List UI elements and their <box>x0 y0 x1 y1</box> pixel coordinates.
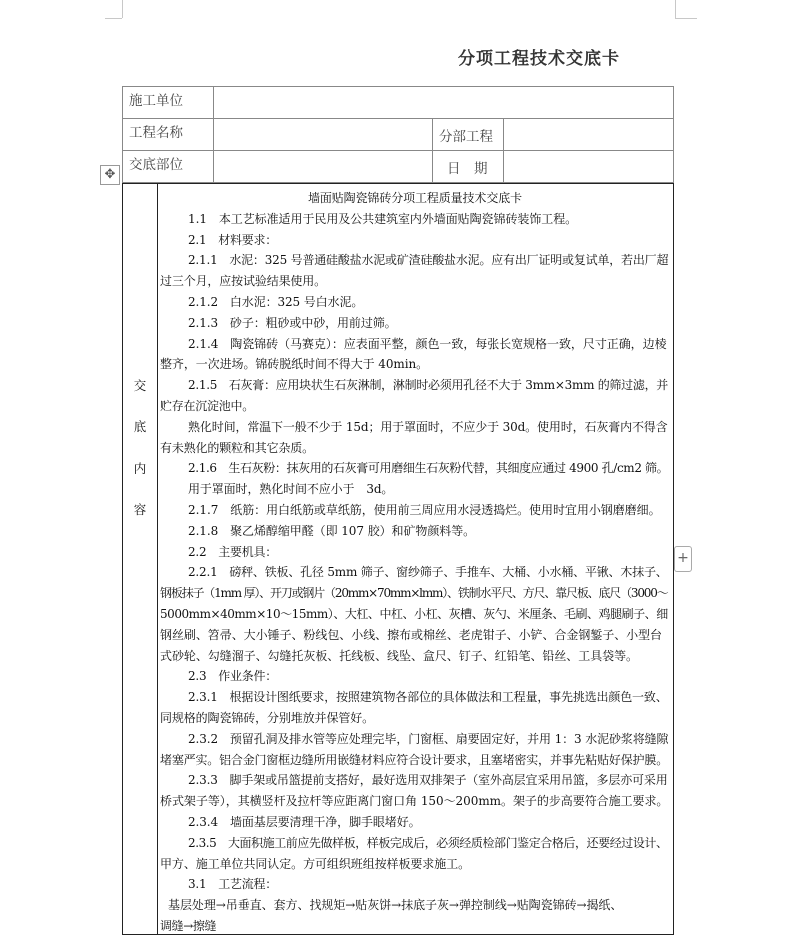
side-label-char: 交 <box>133 378 147 393</box>
content-line: 基层处理→吊垂直、套方、找规矩→贴灰饼→抹底子灰→弹控制线→贴陶瓷锦砖→揭纸、 <box>168 898 623 913</box>
table-move-handle-icon[interactable]: ✥ <box>100 165 120 185</box>
project-value-cell[interactable] <box>214 119 433 151</box>
subproject-value-cell[interactable] <box>504 119 674 151</box>
content-line: 2.1.7 纸筋：用白纸筋或草纸筋，使用前三周应用水浸透捣烂。使用时宜用小钢磨磨细。 <box>188 502 661 517</box>
crop-mark-top-left-h <box>105 18 122 19</box>
content-body[interactable] <box>160 188 670 937</box>
content-line: 2.3.4 墙面基层要清理干净，脚手眼堵好。 <box>188 814 421 829</box>
content-line: 同规格的陶瓷锦砖，分别堆放并保管好。 <box>160 710 375 725</box>
content-line: 式砂轮、勾缝溜子、勾缝托灰板、托线板、线坠、盒尺、钉子、红铅笔、铅丝、工具袋等。 <box>160 648 639 663</box>
content-line: 钢丝刷、笤帚、大小锤子、粉线包、小线、擦布或棉丝、老虎钳子、小铲、合金钢錾子、小型台 <box>160 627 663 642</box>
add-row-plus-icon[interactable]: + <box>674 546 692 572</box>
content-line: 2.1 材料要求： <box>188 232 278 247</box>
content-line: 5000mm×40mm×10～15mm）、大杠、中杠、小杠、灰槽、灰勺、米厘条、毛刷、鸡腿刷子、细 <box>160 606 668 621</box>
unit-label: 施工单位 <box>123 87 214 119</box>
unit-value-cell[interactable] <box>214 87 674 119</box>
content-line: 2.1.6 生石灰粉：抹灰用的石灰膏可用磨细生石灰粉代替，其细度应通过 4900 孔/cm2 筛。 <box>188 461 669 476</box>
side-label-char: 容 <box>133 502 147 517</box>
content-line: 1.1 本工艺标准适用于民用及公共建筑室内外墙面贴陶瓷锦砖装饰工程。 <box>188 211 578 226</box>
content-line: 过三个月，应按试验结果使用。 <box>160 274 327 289</box>
content-line: 2.1.8 聚乙烯醇缩甲醛（即 107 胶）和矿物颜料等。 <box>188 523 476 538</box>
content-line: 用于罩面时，熟化时间不应小于 3d。 <box>188 482 394 497</box>
side-label-char: 底 <box>133 419 147 434</box>
content-line: 2.1.3 砂子：粗砂或中砂，用前过筛。 <box>188 315 397 330</box>
content-line: 2.3 作业条件： <box>188 669 278 684</box>
content-line: 调缝→擦缝 <box>160 918 217 933</box>
content-line: 熟化时间，常温下一般不少于 15d；用于罩面时，不应少于 30d。使用时，石灰膏内不得含 <box>188 419 668 434</box>
content-line: 2.3.3 脚手架或吊篮提前支搭好，最好选用双排架子（室外高层宜采用吊篮，多层亦可采用 <box>188 773 668 788</box>
content-line: 桥式架子等），其横竖杆及拉杆等应距离门窗口角 150～200mm。架子的步高要符合施工要求。 <box>160 794 669 809</box>
content-line: 2.3.1 根据设计图纸要求，按照建筑物各部位的具体做法和工程量，事先挑选出颜色一致、 <box>188 690 668 705</box>
content-line: 2.3.2 预留孔洞及排水管等应处理完毕，门窗框、扇要固定好，并用 1：3 水泥砂浆将缝隙 <box>188 731 669 746</box>
page-title: 分项工程技术交底卡 <box>458 49 620 69</box>
date-value-cell[interactable] <box>504 151 674 183</box>
side-label-char: 内 <box>133 461 147 476</box>
content-heading: 墙面贴陶瓷锦砖分项工程质量技术交底卡 <box>307 191 522 205</box>
content-line: 整齐，一次进场。锦砖脱纸时间不得大于 40min。 <box>160 357 429 372</box>
content-line: 2.2.1 磅秤、铁板、孔径 5mm 筛子、窗纱筛子、手推车、大桶、小水桶、平锹、木抹子、 <box>188 565 668 580</box>
crop-mark-top-left <box>115 0 123 18</box>
content-line: 2.3.5 大面积施工前应先做样板，样板完成后，必须经质检部门鉴定合格后，还要经过设计、 <box>188 835 668 850</box>
subproject-label: 分部工程 <box>433 119 504 151</box>
content-line: 贮存在沉淀池中。 <box>160 398 255 413</box>
content-line: 钢板抹子（1mm 厚）、开刀或钢片（20mm×70mm×lmm）、铁制水平尺、方尺、靠尺板、底尺（3000～ <box>160 586 668 601</box>
content-line: 2.1.1 水泥：325 号普通硅酸盐水泥或矿渣硅酸盐水泥。应有出厂证明或复试单，若出厂超 <box>188 253 669 268</box>
content-line: 3.1 工艺流程： <box>188 877 278 892</box>
content-line: 2.1.2 白水泥：325 号白水泥。 <box>188 294 364 309</box>
location-value-cell[interactable] <box>214 151 433 183</box>
content-line: 甲方、施工单位共同认定。方可组织班组按样板要求施工。 <box>160 856 471 871</box>
header-table <box>122 86 674 183</box>
project-label: 工程名称 <box>123 119 214 151</box>
content-table <box>122 183 674 935</box>
content-line: 有未熟化的颗粒和其它杂质。 <box>160 440 315 455</box>
location-label: 交底部位 <box>123 151 214 183</box>
content-line: 2.1.4 陶瓷锦砖（马赛克）：应表面平整，颜色一致，每张长宽规格一致，尺寸正确，边棱 <box>188 336 667 351</box>
side-label-column <box>123 184 158 934</box>
crop-mark-top-right <box>675 0 676 18</box>
content-line: 2.2 主要机具： <box>188 544 278 559</box>
crop-mark-top-right-h <box>675 18 697 19</box>
date-label: 日 期 <box>433 151 504 183</box>
content-line: 堵塞严实。铝合金门窗框边缝所用嵌缝材料应符合设计要求，且塞堵密实，并事先粘贴好保护膜。 <box>160 752 669 767</box>
content-line: 2.1.5 石灰膏：应用块状生石灰淋制，淋制时必须用孔径不大于 3mm×3mm 的筛过滤，并 <box>188 378 669 393</box>
